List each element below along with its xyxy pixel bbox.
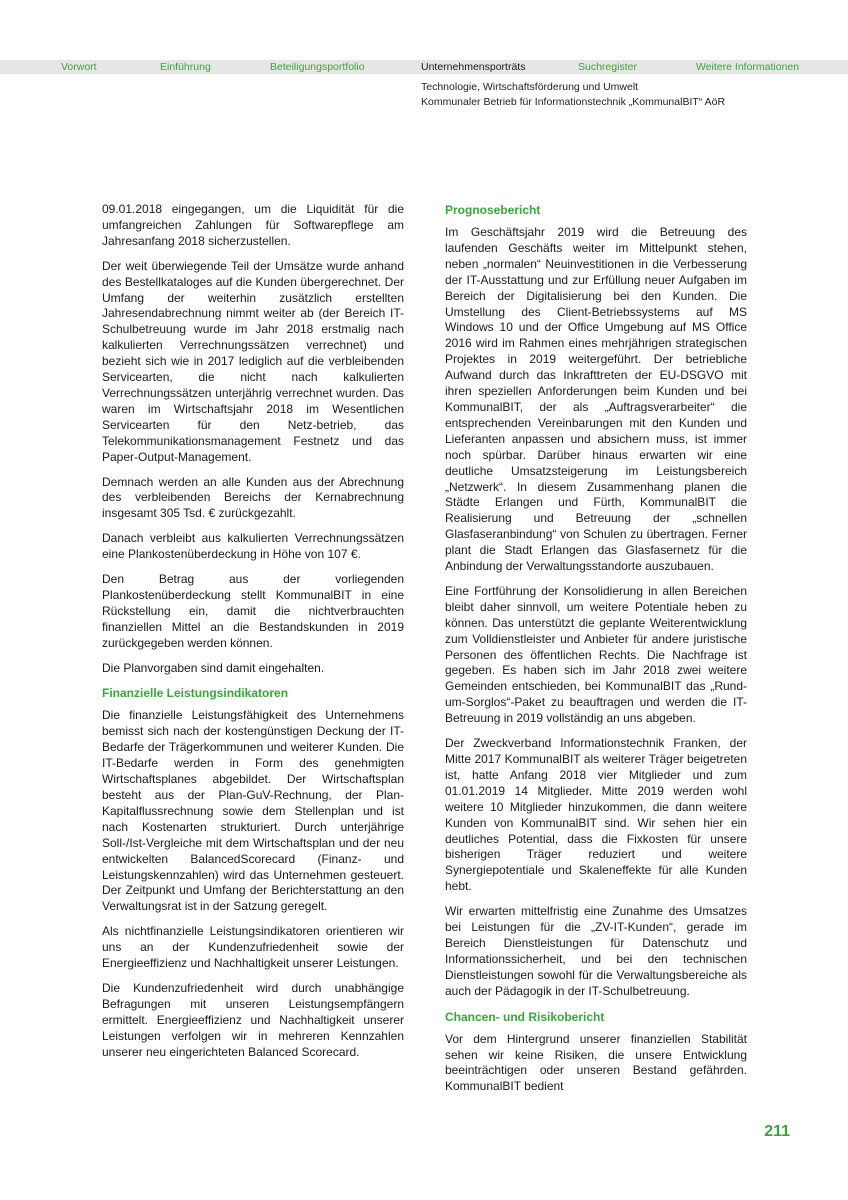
paragraph: Im Geschäftsjahr 2019 wird die Betreuung des laufenden Geschäfts weiter im Mittelpunkt stehen, neben „normalen“ Neuinvestitionen in die Verbesserung der IT-Ausstattung und zur Erfüllung neuer Aufgaben im Bereich der Digitalisierung bei den Kunden. Die Umstellung des Client-Betriebssystems auf MS Windows 10 und der Office Umgebung auf MS Office 2016 wird im Rahmen eines mehrjährigen strategischen Projektes in 2019 weitergeführt. Der betriebliche Aufwand durch das Inkrafttreten der EU-DSGVO mit ihren speziellen Anforderungen beim Kunden und bei KommunalBIT, der als „Auftragsverarbeiter“ die entsprechenden Vereinbarungen mit den Kunden und Lieferanten anpassen und absichern muss, ist immer noch spürbar. Darüber hinaus erwarten wir eine deutliche Umsatzsteigerung im Leistungsbereich „Netzwerk“. In diesem Zusammenhang planen die Städte Erlangen und Fürth, KommunalBIT die Realisierung und Betreuung der „schnellen Glasfaseranbindung“ von Schulen zu übertragen. Ferner plant die Stadt Erlangen das Glasfasernetz für die Anbindung der Verwaltungsstandorte auszubauen. (445, 225, 747, 574)
paragraph: Als nichtfinanzielle Leistungsindikatoren orientieren wir uns an der Kundenzufriedenheit sowie der Energieeffizienz und Nachhaltigkeit unserer Leistungen. (102, 924, 404, 971)
section-header (421, 80, 725, 110)
paragraph: Der Zweckverband Informationstechnik Franken, der Mitte 2017 KommunalBIT als weiterer Träger beigetreten ist, hatte Anfang 2018 vier Mitglieder und zum 01.01.2019 14 Mitglieder. Mitte 2019 werden wohl weitere 10 Mitglieder hinzukommen, die dann weitere Kunden von KommunalBIT sind. Wir sehen hier ein deutliches Potential, dass die Fixkosten für unsere bisherigen Träger reduziert und weitere Synergiepotentiale und Skaleneffekte für alle Kunden hebt. (445, 736, 747, 894)
heading-prognosebericht: Prognosebericht (445, 203, 541, 217)
nav-item-vorwort[interactable]: Vorwort (61, 61, 97, 73)
paragraph: Den Betrag aus der vorliegenden Plankostenüberdeckung stellt KommunalBIT in eine Rückstellung ein, damit die nichtverbrauchten finanziellen Mittel an die Bestandskunden in 2019 zurückgegeben werden können. (102, 572, 404, 650)
nav-item-weitere-informationen[interactable]: Weitere Informationen (696, 61, 800, 73)
paragraph: Die Planvorgaben sind damit eingehalten. (102, 660, 325, 675)
section-header-line-2: Kommunaler Betrieb für Informationstechnik „KommunalBIT“ AöR (421, 96, 726, 108)
section-header-line-1: Technologie, Wirtschaftsförderung und Umwelt (421, 81, 639, 93)
paragraph: Vor dem Hintergrund unserer finanziellen Stabilität sehen wir keine Risiken, die unsere Entwicklung beeinträchtigen oder unseren Bestand gefährden. KommunalBIT bedient (445, 1031, 747, 1094)
page-number: 211 (764, 1123, 790, 1140)
paragraph: 09.01.2018 eingegangen, um die Liquidität für die umfangreichen Zahlungen für Softwarepflege am Jahresanfang 2018 sicherzustellen. (102, 202, 404, 248)
paragraph: Demnach werden an alle Kunden aus der Abrechnung des verbleibenden Bereichs der Kernabrechnung insgesamt 305 Tsd. € zurückgezahlt. (102, 474, 404, 521)
paragraph: Danach verbleibt aus kalkulierten Verrechnungssätzen eine Plankostenüberdeckung in Höhe von 107 €. (102, 531, 404, 562)
nav-item-suchregister[interactable]: Suchregister (578, 61, 637, 73)
paragraph: Eine Fortführung der Konsolidierung in allen Bereichen bleibt daher sinnvoll, um weitere Potentiale heben zu können. Das unterstützt die geplante Weiterentwicklung zum Volldienstleister und Anbieter für andere juristische Personen des öffentlichen Rechts. Die Nachfrage ist gegeben. Es haben sich im Jahr 2018 zwei weitere Gemeinden entschieden, bei KommunalBIT das „Rund-um-Sorglos“-Paket zu beauftragen und werden die IT-Betreuung in 2019 vollständig an uns abgeben. (445, 583, 747, 726)
left-column (102, 202, 404, 1070)
nav-item-unternehmensportraets[interactable]: Unternehmensporträts (421, 61, 526, 73)
heading-finanzielle-leistungsindikatoren: Finanzielle Leistungsindikatoren (102, 686, 289, 701)
right-column (445, 202, 747, 1104)
nav-item-beteiligungsportfolio[interactable]: Beteiligungsportfolio (270, 61, 365, 73)
nav-item-einfuehrung[interactable]: Einführung (160, 61, 211, 73)
paragraph: Wir erwarten mittelfristig eine Zunahme des Umsatzes bei Leistungen für die „ZV-IT-Kunden“, gerade im Bereich Dienstleistungen für Datenschutz und Informationssicherheit, und bei den technischen Dienstleistungen sowohl für die Verwaltungsbereiche als auch der Pädagogik in der IT-Schulbetreuung. (445, 904, 747, 998)
paragraph: Der weit überwiegende Teil der Umsätze wurde anhand des Bestellkataloges auf die Kunden übergerechnet. Der Umfang der weiterhin zusätzlich erstellten Jahresendabrechnung nimmt weiter ab (der Bereich IT-Schulbetreuung wurde im Jahr 2018 erstmalig nach kalkulierten Verrechnungssätzen verrechnet) und bezieht sich wie in 2017 lediglich auf die verbleibenden Servicearten, die nicht nach kalkulierten Verrechnungssätzen unterjährig verrechnet wurden. Das waren im Wirtschaftsjahr 2018 im Wesentlichen Servicearten für den Netz-betrieb, das Telekommunikationsmanagement Festnetz und das Paper-Output-Management. (102, 258, 404, 464)
paragraph: Die Kundenzufriedenheit wird durch unabhängige Befragungen mit unseren Leistungsempfängern ermittelt. Energieeffizienz und Nachhaltigkeit unserer Leistungen verfolgen wir in mehreren Kennzahlen unserer neu eingerichteten Balanced Scorecard. (102, 980, 404, 1059)
heading-chancen-und-risikobericht: Chancen- und Risikobericht (445, 1009, 605, 1024)
paragraph: Die finanzielle Leistungsfähigkeit des Unternehmens bemisst sich nach der kostengünstigen Deckung der IT-Bedarfe der Trägerkommunen und weiterer Kunden. Die IT-Bedarfe werden in Form des genehmigten Wirtschaftsplanes abgebildet. Der Wirtschaftsplan besteht aus der Plan-GuV-Rechnung, der Plan-Kapitalflussrechnung sowie dem Stellenplan und ist nach Kostenarten strukturiert. Durch unterjährige Soll-/Ist-Vergleiche mit dem Wirtschaftsplan und der neu entwickelten BalancedScorecard (Finanz- und Leistungskennzahlen) wird das Unternehmen gesteuert. Der Zeitpunkt und Umfang der Berichterstattung an den Verwaltungsrat ist in der Satzung geregelt. (102, 708, 404, 914)
top-navigation-bar (0, 60, 848, 74)
